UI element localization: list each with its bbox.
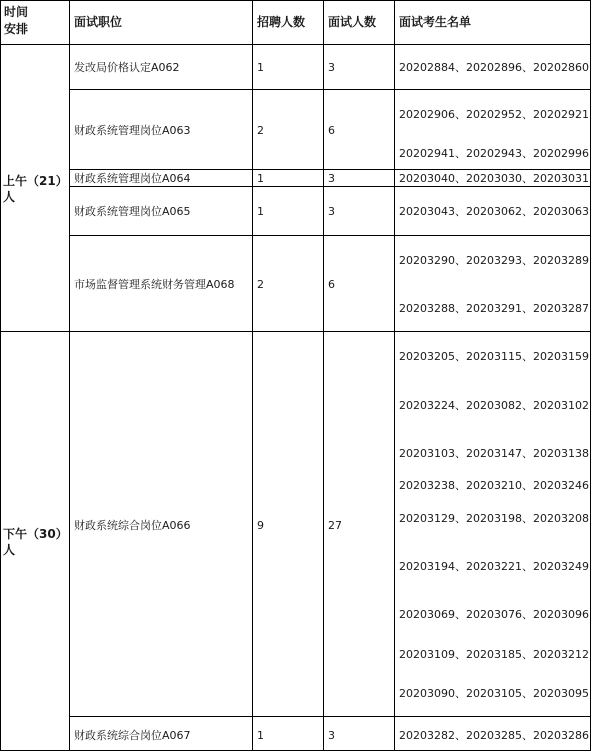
cell-position: 财政系统综合岗位A067	[74, 729, 191, 742]
grid-line	[0, 44, 591, 45]
cell-recruit: 9	[257, 519, 264, 532]
cell-candidates: 20202884、20202896、20202860	[399, 61, 589, 74]
grid-line	[69, 169, 591, 170]
grid-line	[69, 0, 70, 751]
cell-recruit: 1	[257, 61, 264, 74]
session-label-line1: 上午（21）	[3, 174, 68, 188]
cell-candidates: 20203090、20203105、20203095	[399, 687, 589, 700]
grid-line	[323, 0, 324, 751]
cell-candidates: 20203290、20203293、20203289	[399, 254, 589, 267]
grid-line	[69, 186, 591, 187]
cell-candidates: 20202906、20202952、20202921	[399, 108, 589, 121]
cell-interview: 3	[328, 61, 335, 74]
session-label-line1: 下午（30）	[3, 527, 68, 541]
header-time-line1: 时间	[4, 5, 29, 19]
cell-recruit: 1	[257, 205, 264, 218]
header-position: 面试职位	[74, 15, 123, 29]
grid-line	[252, 0, 253, 751]
cell-candidates: 20203109、20203185、20203212	[399, 648, 589, 661]
cell-interview: 3	[328, 729, 335, 742]
session-morning	[3, 173, 68, 205]
session-label-line2: 人	[3, 543, 16, 557]
grid-line	[394, 0, 395, 751]
cell-position: 财政系统管理岗位A065	[74, 205, 191, 218]
grid-line	[0, 331, 591, 332]
cell-candidates: 20202941、20202943、20202996	[399, 147, 589, 160]
cell-interview: 6	[328, 124, 335, 137]
header-interview: 面试人数	[328, 15, 377, 29]
grid-line	[0, 0, 591, 1]
grid-line	[69, 89, 591, 90]
cell-candidates: 20203205、20203115、20203159	[399, 350, 589, 363]
cell-recruit: 1	[257, 729, 264, 742]
cell-candidates: 20203288、20203291、20203287	[399, 302, 589, 315]
cell-candidates: 20203040、20203030、20203031	[399, 172, 589, 185]
cell-position: 财政系统管理岗位A064	[74, 172, 191, 185]
cell-position: 财政系统管理岗位A063	[74, 124, 191, 137]
session-afternoon	[3, 526, 68, 558]
cell-interview: 3	[328, 205, 335, 218]
cell-position: 发改局价格认定A062	[74, 61, 180, 74]
cell-interview: 27	[328, 519, 342, 532]
header-list: 面试考生名单	[399, 15, 472, 29]
grid-line	[69, 716, 591, 717]
cell-recruit: 1	[257, 172, 264, 185]
cell-candidates: 20203129、20203198、20203208	[399, 512, 589, 525]
cell-candidates: 20203069、20203076、20203096	[399, 608, 589, 621]
cell-candidates: 20203043、20203062、20203063	[399, 205, 589, 218]
grid-line	[0, 0, 1, 751]
cell-candidates: 20203194、20203221、20203249	[399, 560, 589, 573]
cell-candidates: 20203238、20203210、20203246	[399, 479, 589, 492]
cell-position: 财政系统综合岗位A066	[74, 519, 191, 532]
cell-position: 市场监督管理系统财务管理A068	[74, 278, 235, 291]
cell-candidates: 20203103、20203147、20203138	[399, 447, 589, 460]
session-label-line2: 人	[3, 190, 16, 204]
cell-candidates: 20203282、20203285、20203286	[399, 729, 589, 742]
cell-recruit: 2	[257, 278, 264, 291]
header-time-line2: 安排	[4, 22, 29, 36]
grid-line	[69, 235, 591, 236]
cell-candidates: 20203224、20203082、20203102	[399, 399, 589, 412]
header-recruit: 招聘人数	[257, 15, 306, 29]
cell-interview: 3	[328, 172, 335, 185]
cell-recruit: 2	[257, 124, 264, 137]
cell-interview: 6	[328, 278, 335, 291]
header-time	[4, 4, 28, 38]
